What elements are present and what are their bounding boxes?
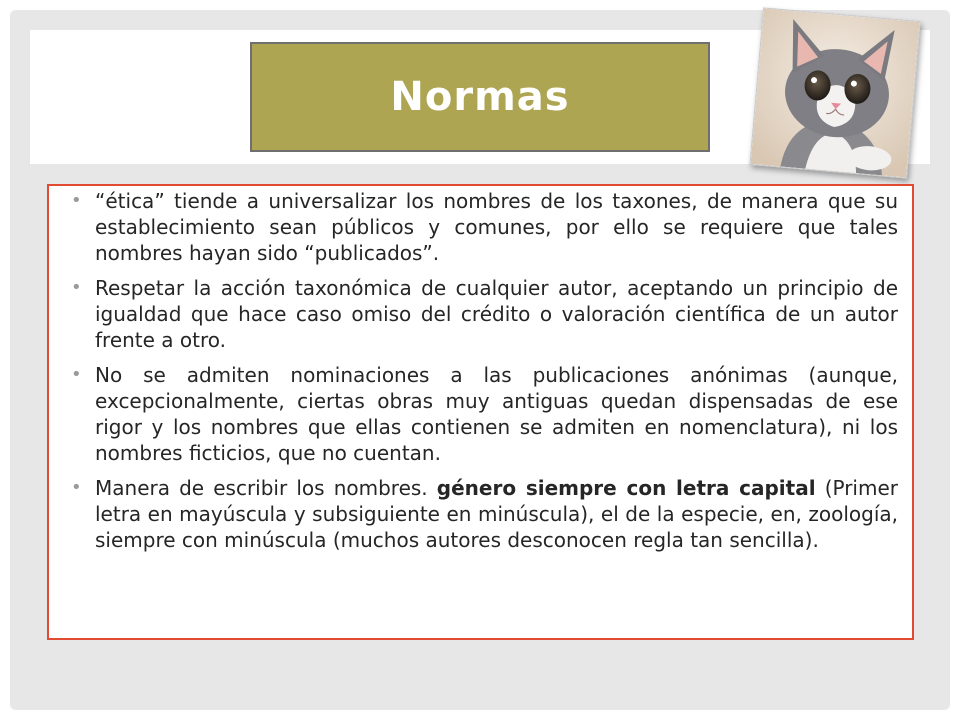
bullet-item <box>65 275 898 353</box>
bullet-text: Respetar la acción taxonómica de cualquier autor, aceptando un principio de igualdad que hace caso omiso del crédito o valoración científica de un autor frente a otro. <box>95 276 898 352</box>
kitten-icon <box>750 8 919 177</box>
bullet-item <box>65 362 898 466</box>
bullet-icon: • <box>71 277 82 298</box>
content-box <box>47 184 914 640</box>
bullet-text-after: (Primer letra en mayúscula y subsiguiente en minúscula), el de la especie, en, zoología, siempre con minúscula (muchos autores desconocen regla tan sencilla). <box>95 476 898 552</box>
bullet-icon: • <box>71 364 82 385</box>
bullet-list <box>65 188 898 562</box>
slide-title: Normas <box>390 74 570 120</box>
bullet-text-before: Manera de escribir los nombres. <box>95 476 437 500</box>
bullet-text-bold: género siempre con letra capital <box>436 476 816 500</box>
bullet-icon: • <box>71 477 82 498</box>
bullet-item <box>65 475 898 553</box>
kitten-photo <box>749 7 920 178</box>
title-box <box>250 42 710 152</box>
bullet-icon: • <box>71 190 82 211</box>
bullet-text: “ética” tiende a universalizar los nombres de los taxones, de manera que su establecimiento sean públicos y comunes, por ello se requiere que tales nombres hayan sido “publicados”. <box>95 189 898 265</box>
bullet-text: No se admiten nominaciones a las publicaciones anónimas (aunque, excepcionalmente, ciertas obras muy antiguas quedan dispensadas de ese rigor y los nombres que ellas contienen se admiten en nomenclatura), ni los nombres ficticios, que no cuentan. <box>95 363 898 465</box>
bullet-item <box>65 188 898 266</box>
